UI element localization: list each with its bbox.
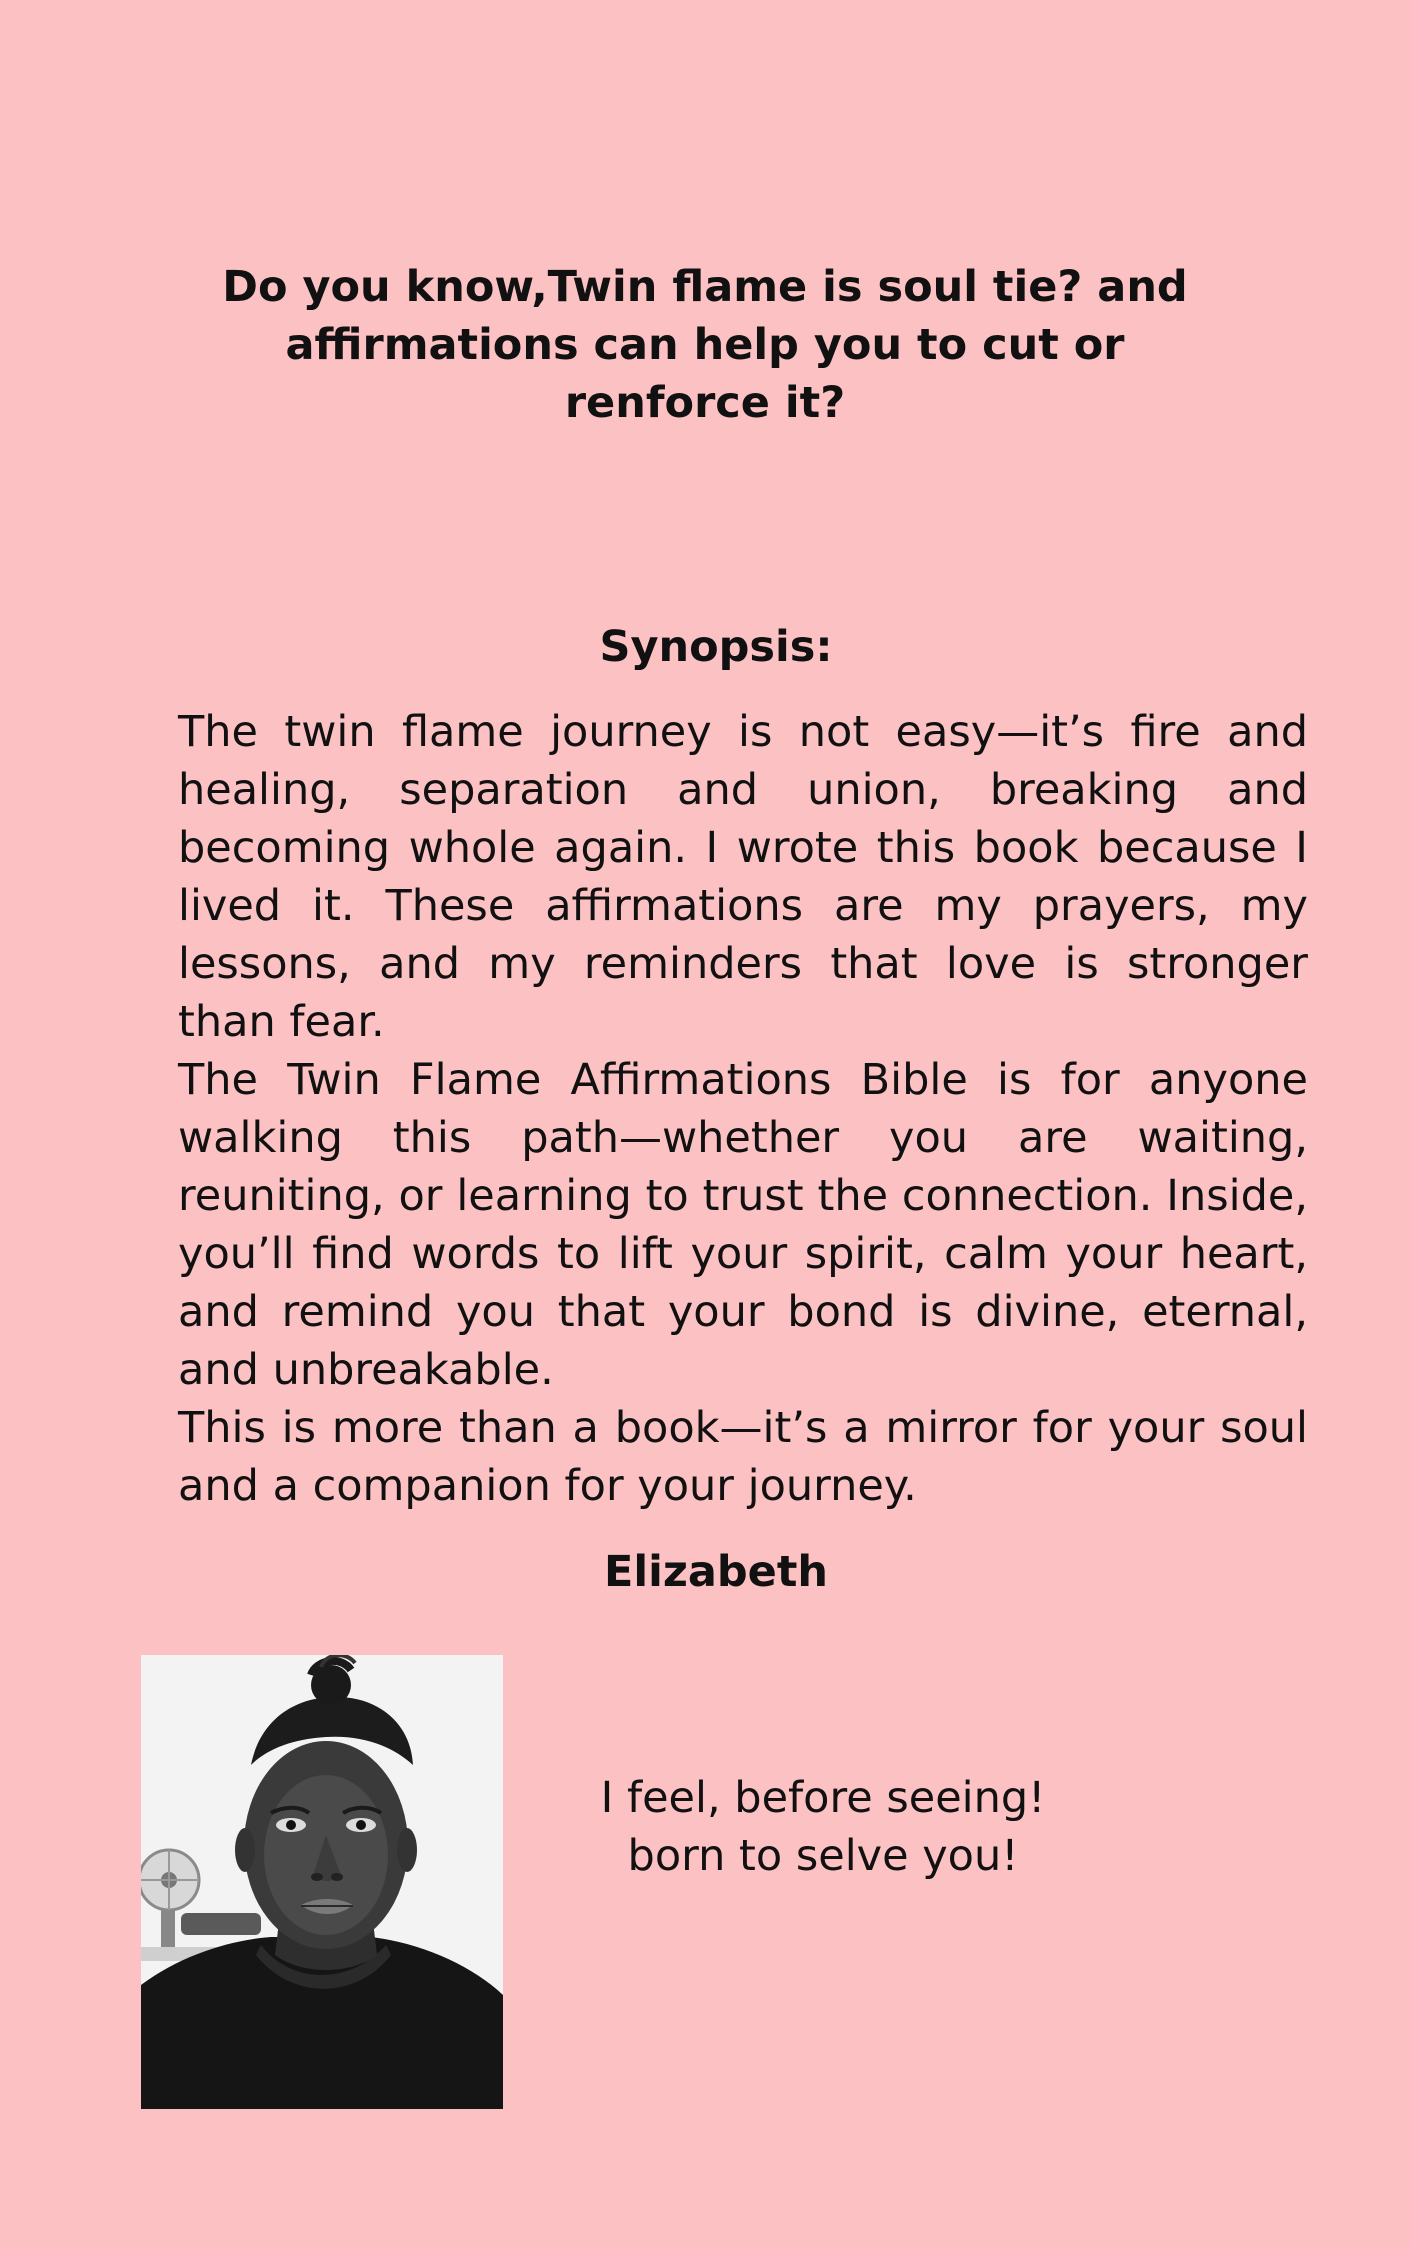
author-photo: [141, 1655, 503, 2109]
tagline-line: born to selve you!: [627, 1831, 1019, 1881]
tagline-line: I feel, before seeing!: [600, 1773, 1046, 1823]
synopsis-paragraph: The Twin Flame Affirmations Bible is for anyone walking this path—whether you are waiting, reuniting, or learning to trust the connection. Inside, you’ll find words to lift your spirit, calm your heart, and remind you that your bond is divine, eternal, and unbreakable.: [178, 1055, 1308, 1395]
author-tagline: [578, 1769, 1068, 1885]
headline-question: Do you know,Twin flame is soul tie? and affirmations can help you to cut or renforce it?: [222, 262, 1188, 428]
author-name: Elizabeth: [603, 1547, 828, 1597]
synopsis-paragraph: This is more than a book—it’s a mirror for your soul and a companion for your journey.: [178, 1403, 1308, 1511]
synopsis-paragraph: The twin flame journey is not easy—it’s fire and healing, separation and union, breaking and becoming whole again. I wrote this book because I lived it. These affirmations are my prayers, my lessons, and my reminders that love is stronger than fear.: [178, 707, 1308, 1047]
synopsis-body: [178, 703, 1308, 1515]
synopsis-heading: Synopsis:: [599, 622, 833, 672]
author-portrait-icon: [141, 1655, 503, 2109]
